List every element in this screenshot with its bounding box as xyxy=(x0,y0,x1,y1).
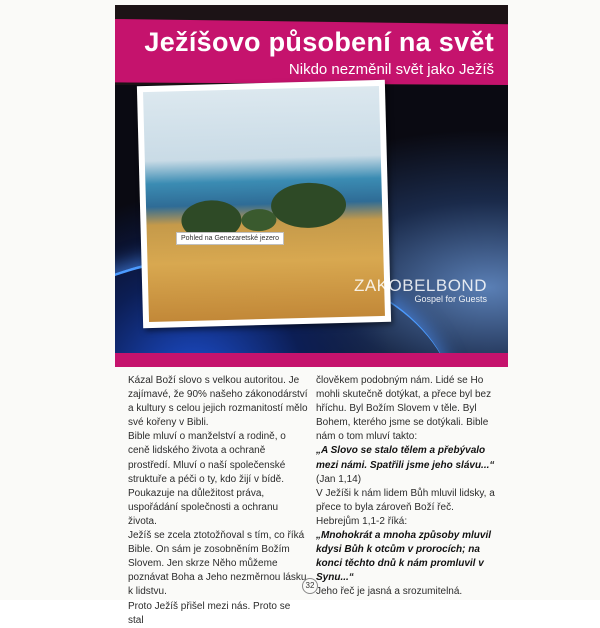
paragraph: Ježíš se zcela ztotožňoval s tím, co říká Bible. On sám je zosobněním Božím Slovem. Jen skrze Něho můžeme poznávat Boha a Jeho nezměrnou lásku k lidstvu. xyxy=(128,530,307,598)
paragraph: Jeho řeč je jasná a srozumitelná. xyxy=(316,586,463,598)
text-column-right xyxy=(316,374,499,600)
paragraph: Kázal Boží slovo s velkou autoritou. Je zajímavé, že 90% našeho zákonodárství a kultury s celou jejich rozmanitostí mělo své kořeny v Bibli. xyxy=(128,375,308,429)
watermark-sub: Gospel for Guests xyxy=(414,294,487,304)
page-number: 32 xyxy=(302,578,318,594)
quote-reference: (Jan 1,14) xyxy=(316,473,362,485)
tree-middle xyxy=(241,209,277,232)
quote-text: „A Slovo se stalo tělem a přebývalo mezi námi. Spatřili jsme jeho slávu...“ xyxy=(316,445,495,471)
paragraph: Bible mluví o manželství a rodině, o ceně lidského života a ochraně prostředí. Mluví o naší společenské struktuře a péči o ty, kdo žijí v bídě. Poukazuje na důležitost práva, uspořádání společnosti a ochranu života. xyxy=(128,431,286,527)
watermark xyxy=(317,276,487,304)
paragraph: Proto Ježíš přišel mezi nás. Proto se stal xyxy=(128,600,291,626)
paragraph: V Ježíši k nám lidem Bůh mluvil lidsky, a přece to byla zároveň Boží řeč. Hebrejům 1,1-2 říká: xyxy=(316,487,495,527)
page-subtitle: Nikdo nezměnil svět jako Ježíš xyxy=(288,61,494,78)
bottom-band xyxy=(115,353,508,367)
tree-right xyxy=(270,182,346,229)
watermark-main: ZAKOBELBOND xyxy=(353,276,487,295)
text-column-left xyxy=(128,374,308,628)
photo-caption: Pohled na Genezaretské jezero xyxy=(176,232,284,245)
bible-quote-2: „Mnohokrát a mnoha způsoby mluvil kdysi Bůh k otcům v prorocích; na konci těchto dnů k nám promluvil v Synu...“ xyxy=(316,530,492,584)
bible-quote-1 xyxy=(316,444,499,486)
page-title: Ježíšovo působení na svět xyxy=(144,27,494,57)
paragraph: člověkem podobným nám. Lidé se Ho mohli skutečně dotýkat, a přece byl bez hříchu. Byl Božím Slovem v těle. Byl Bohem, kterého jsme se dotýkali. Bible nám o tom mluví takto: xyxy=(316,375,492,443)
